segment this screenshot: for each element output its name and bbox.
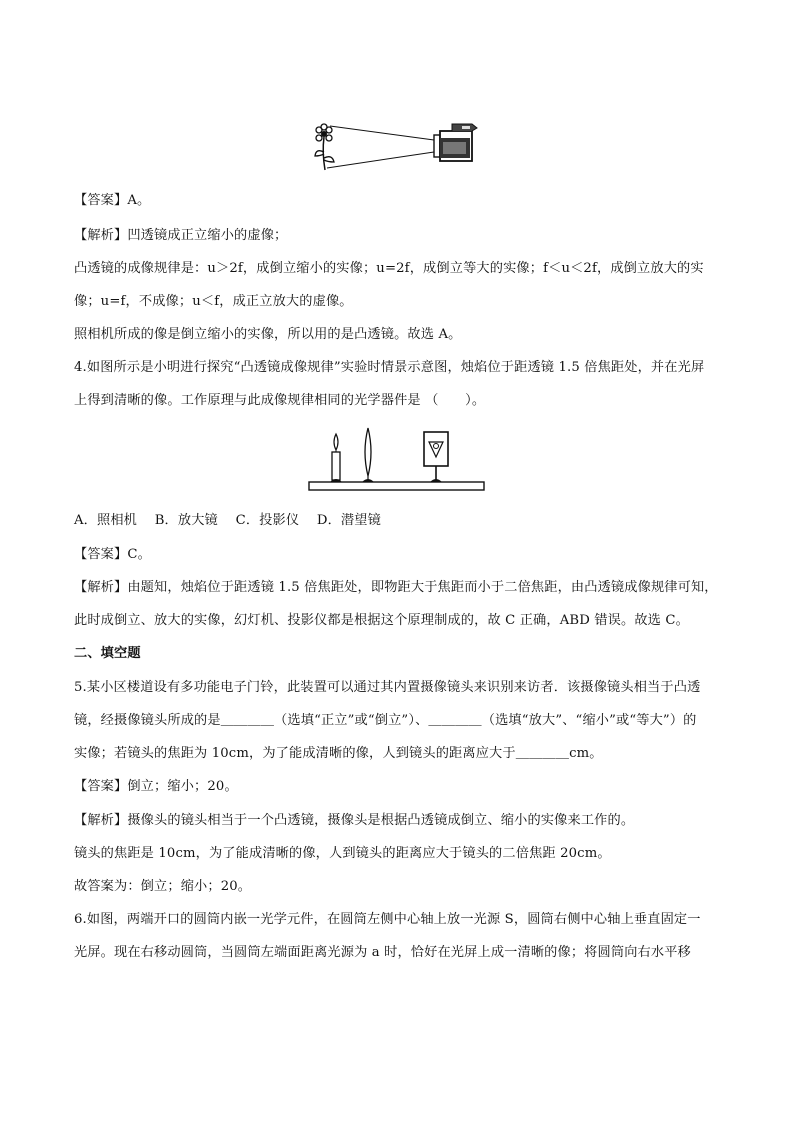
screen-drawing: [424, 432, 448, 482]
q5-stem-line-2: 镜，经摄像镜头所成的是＿＿＿＿（选填“正立”或“倒立”）、＿＿＿＿（选填“放大”、“缩小”或“等大”）的: [74, 713, 697, 728]
q5-analysis-line-2: 镜头的焦距是 10cm，为了能成清晰的像，人到镜头的距离应大于镜头的二倍焦距 20cm。: [74, 846, 611, 861]
section-title-fill-in: 二、填空题: [74, 646, 141, 661]
q3-analysis-line-3: 像；u=f，不成像；u＜f，成正立放大的虚像。: [74, 294, 353, 309]
lens-drawing: [362, 428, 374, 482]
camera-drawing: [434, 124, 477, 161]
q3-analysis-line-4: 照相机所成的像是倒立缩小的实像，所以用的是凸透镜。故选 A。: [74, 327, 462, 342]
q3-analysis-line-1: 【解析】凹透镜成正立缩小的虚像；: [74, 228, 288, 243]
q4-options: A．照相机 B．放大镜 C．投影仪 D．潜望镜: [74, 513, 381, 528]
optical-bench-figure: [308, 426, 488, 494]
candle-drawing: [330, 434, 342, 482]
q3-answer: 【答案】A。: [74, 193, 151, 208]
q5-answer: 【答案】倒立；缩小；20。: [74, 779, 238, 794]
q4-analysis-line-1: 【解析】由题知，烛焰位于距透镜 1.5 倍焦距处，即物距大于焦距而小于二倍焦距，由凸透镜成像规律可知，: [74, 580, 718, 595]
flower-drawing: [315, 124, 334, 170]
q3-analysis-line-2: 凸透镜的成像规律是：u＞2f，成倒立缩小的实像；u=2f，成倒立等大的实像；f＜u＜2f，成倒立放大的实: [74, 261, 704, 276]
q5-analysis-line-1: 【解析】摄像头的镜头相当于一个凸透镜，摄像头是根据凸透镜成倒立、缩小的实像来工作的。: [74, 813, 635, 828]
q4-stem-line-2: 上得到清晰的像。工作原理与此成像规律相同的光学器件是 （ ）。: [74, 393, 486, 408]
q5-stem-line-1: 5.某小区楼道设有多功能电子门铃，此装置可以通过其内置摄像镜头来识别来访者．该摄像镜头相当于凸透: [74, 680, 701, 695]
q6-stem-line-2: 光屏。现在右移动圆筒，当圆筒左端面距离光源为 a 时，恰好在光屏上成一清晰的像；将圆筒向右水平移: [74, 945, 691, 960]
camera-flower-figure: [312, 118, 480, 176]
q5-analysis-line-3: 故答案为：倒立；缩小；20。: [74, 879, 252, 894]
q6-stem-line-1: 6.如图，两端开口的圆筒内嵌一光学元件，在圆筒左侧中心轴上放一光源 S，圆筒右侧中心轴上垂直固定一: [74, 912, 701, 927]
q4-answer: 【答案】C。: [74, 547, 151, 562]
q4-analysis-line-2: 此时成倒立、放大的实像，幻灯机、投影仪都是根据这个原理制成的，故 C 正确，ABD 错误。故选 C。: [74, 613, 689, 628]
q4-stem-line-1: 4.如图所示是小明进行探究“凸透镜成像规律”实验时情景示意图，烛焰位于距透镜 1.5 倍焦距处，并在光屏: [74, 360, 705, 375]
q5-stem-line-3: 实像；若镜头的焦距为 10cm，为了能成清晰的像，人到镜头的距离应大于＿＿＿＿cm。: [74, 746, 603, 761]
